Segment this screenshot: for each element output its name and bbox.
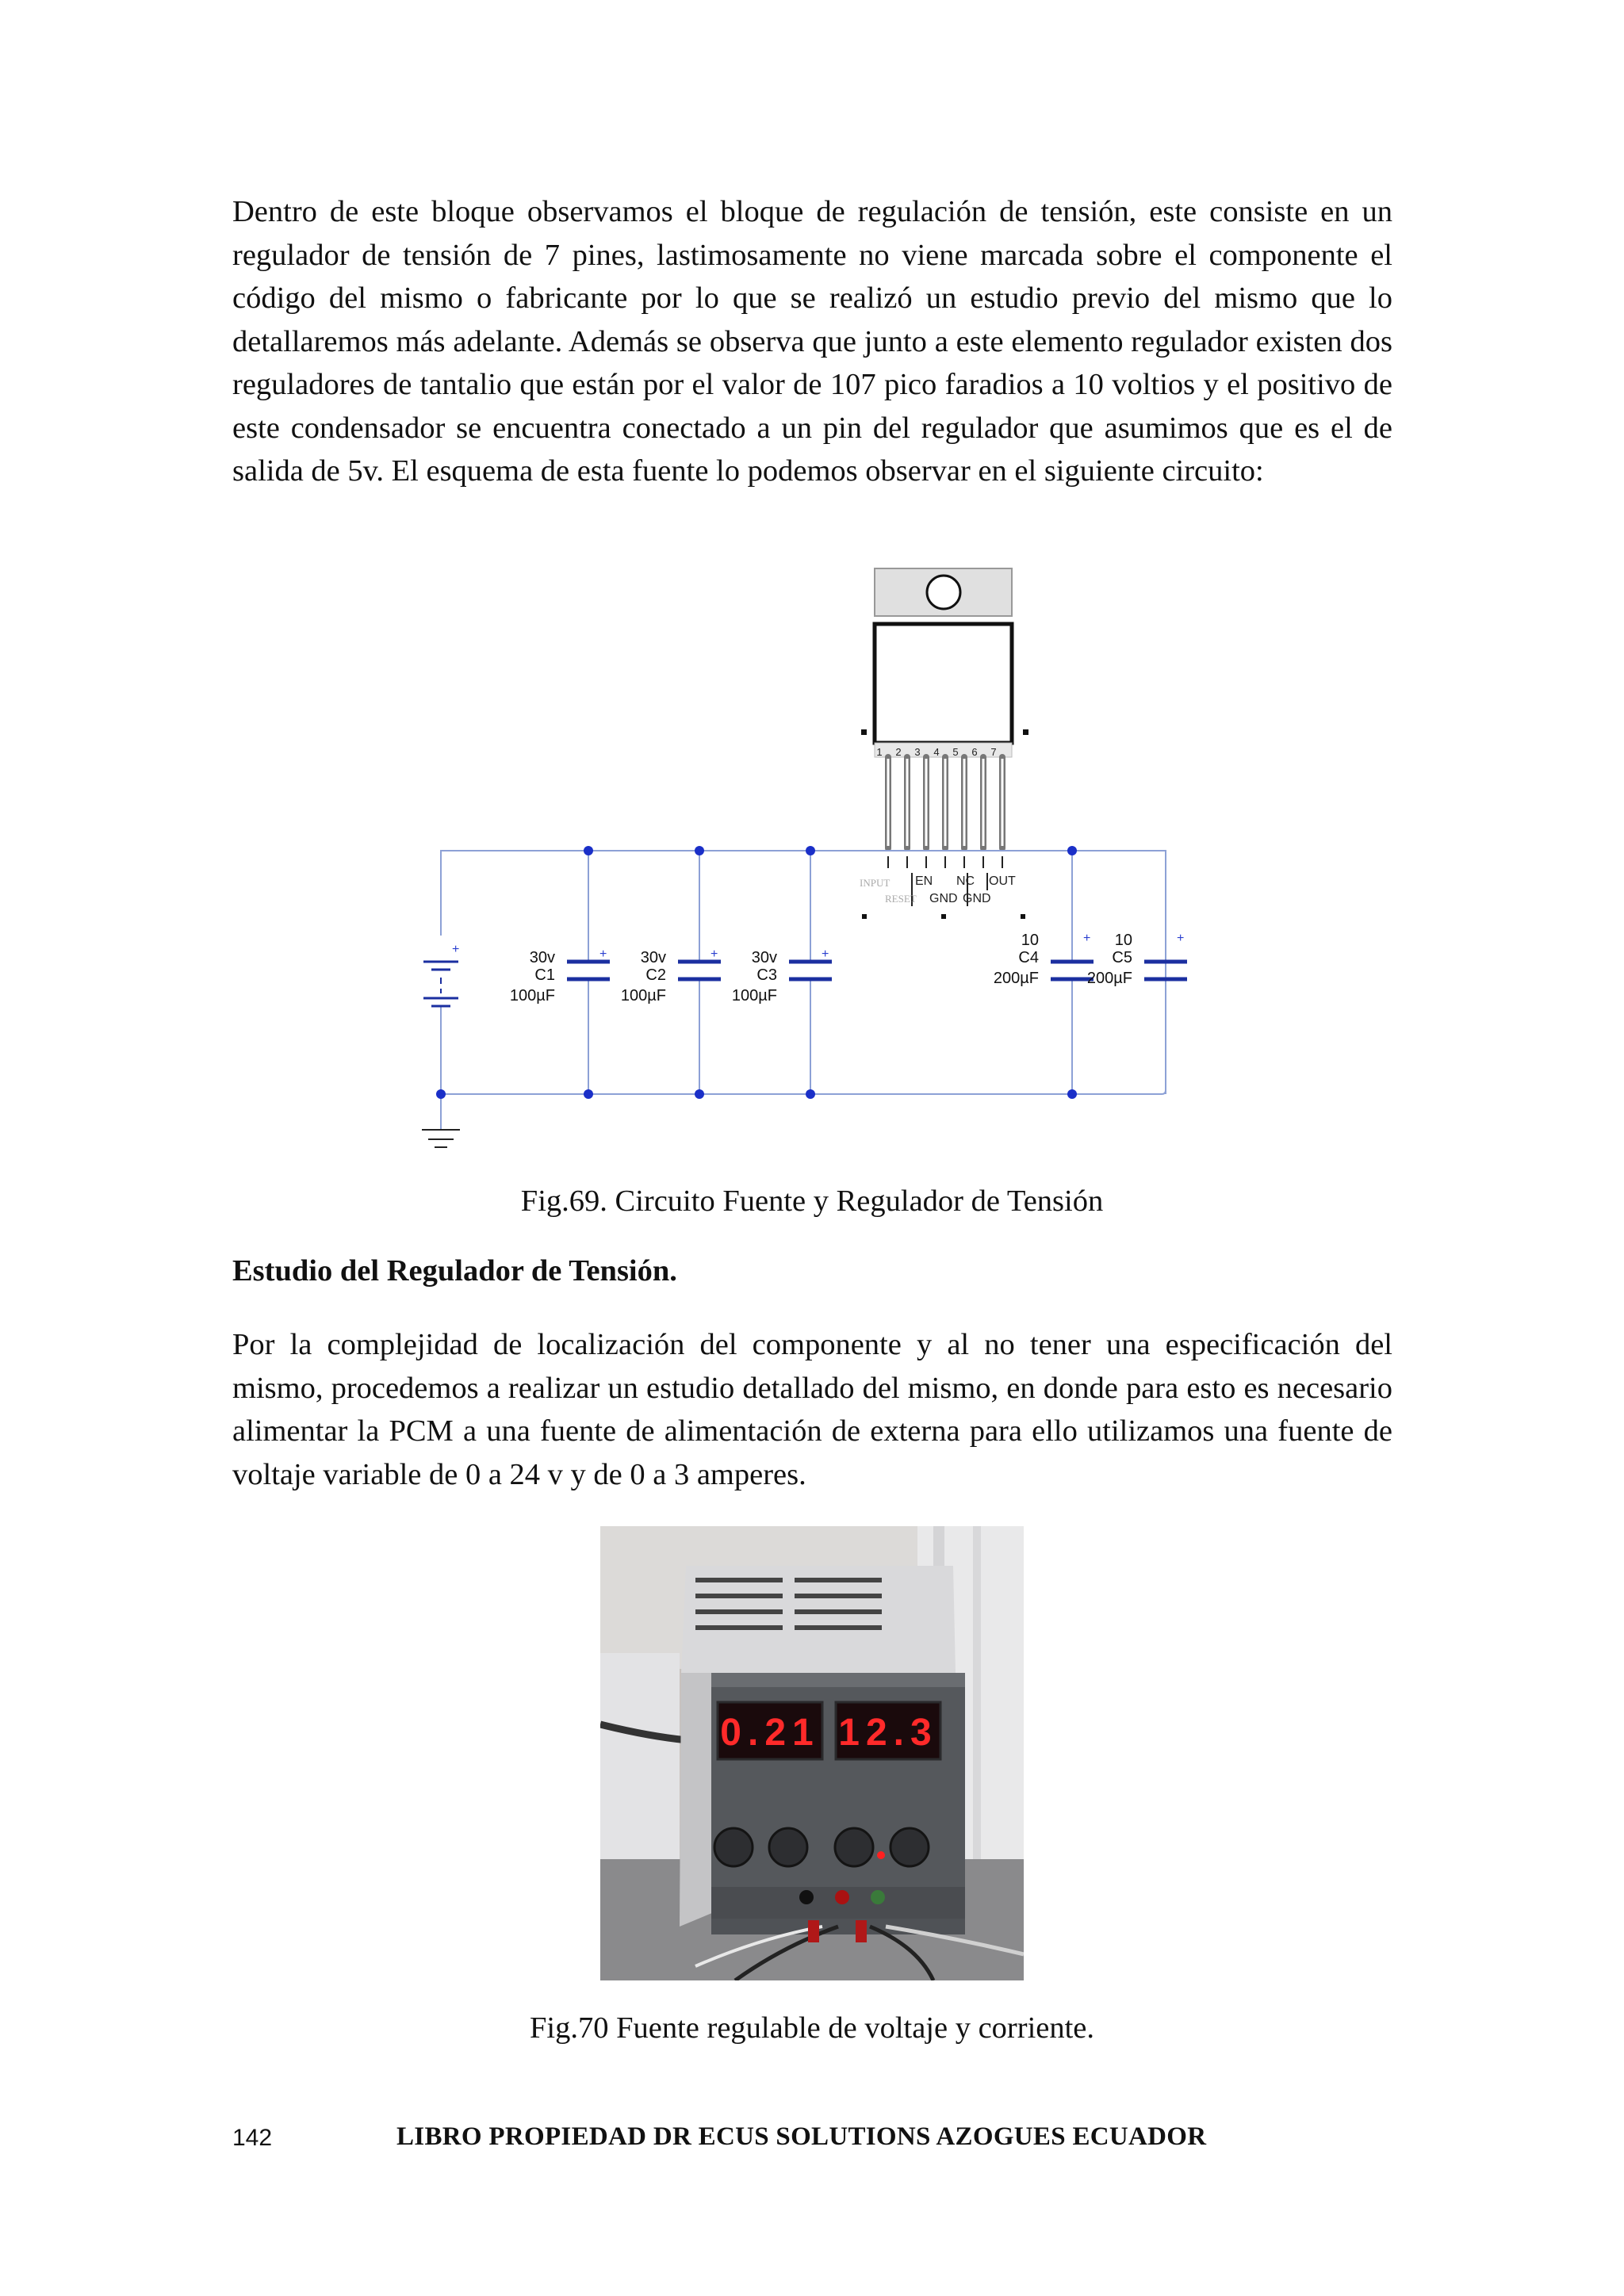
pin-number: 6 — [971, 746, 978, 758]
capacitor-c1 — [567, 962, 610, 979]
pin-marker-dot — [941, 914, 946, 919]
plus-sign: + — [710, 947, 718, 961]
c2-value: 100µF — [620, 987, 666, 1004]
indicator-light-icon — [877, 1851, 885, 1859]
plus-sign: + — [599, 947, 607, 961]
capacitor-c3 — [789, 962, 832, 979]
plus-sign: + — [1177, 932, 1185, 945]
c2-voltage: 30v — [640, 949, 666, 966]
c3-value: 100µF — [731, 987, 777, 1004]
figure-69-caption: Fig.69. Circuito Fuente y Regulador de Tensión — [520, 1184, 1104, 1218]
plus-sign: + — [452, 943, 460, 956]
c4-value: 200µF — [993, 970, 1039, 987]
pin-label-input: INPUT — [860, 877, 891, 889]
c5-name: C5 — [1112, 949, 1132, 966]
pin-number: 7 — [990, 746, 997, 758]
pin-marker-dot — [862, 914, 867, 919]
pin-label-en: EN — [915, 874, 933, 888]
terminal-icon — [799, 1890, 814, 1904]
c1-voltage: 30v — [529, 949, 555, 966]
package-corner-dot — [1023, 729, 1028, 735]
battery-icon — [423, 962, 458, 1006]
terminal-icon — [835, 1890, 849, 1904]
package-corner-dot — [861, 729, 867, 735]
regulator-package — [861, 568, 1028, 757]
plus-sign: + — [1083, 932, 1091, 945]
c5-value: 200µF — [1086, 970, 1132, 987]
pin-label-out: OUT — [989, 874, 1016, 888]
figure-70-caption: Fig.70 Fuente regulable de voltaje y corriente. — [529, 2011, 1095, 2045]
pin-number: 1 — [876, 746, 883, 758]
pin-number: 2 — [895, 746, 902, 758]
c5-voltage: 10 — [1114, 932, 1132, 949]
paragraph-study: Por la complejidad de localización del componente y al no tener una especificación del mismo, procedemos a realizar un estudio detallado del mismo, en donde para esto es necesario alimentar la PCM a una fuente de alimentación de externa para ello utilizamos una fuente de voltaje variable de 0 a 24 v y de 0 a 3 amperes. — [232, 1328, 1392, 1491]
page-number: 142 — [232, 2125, 273, 2151]
c2-name: C2 — [645, 966, 666, 984]
pin-marker-dot — [1021, 914, 1025, 919]
plus-sign: + — [822, 947, 829, 961]
c4-name: C4 — [1018, 949, 1039, 966]
c3-voltage: 30v — [751, 949, 777, 966]
pin-number: 4 — [933, 746, 940, 758]
terminal-icon — [871, 1890, 885, 1904]
c1-name: C1 — [534, 966, 555, 984]
pin-label-reset: RESET — [885, 893, 917, 905]
paragraph-intro: Dentro de este bloque observamos el bloque de regulación de tensión, este consiste en un regulador de tensión de 7 pines, lastimosamente no viene marcada sobre el componente el código del mismo o fabricante por lo que se realizó un estudio previo del mismo que lo detallaremos más adelante. Además se observa que junto a este elemento regulador existen dos reguladores de tantalio que están por el valor de 107 pico faradios a 10 voltios y el positivo de este condensador se encuentra conectado a un pin del regulador que asumimos que es el de salida de 5v. El esquema de esta fuente lo podemos observar en el siguiente circuito: — [232, 195, 1392, 488]
pin-number: 3 — [914, 746, 921, 758]
power-supply-photo — [600, 1526, 1024, 1980]
pin-label-nc: NC — [956, 874, 975, 888]
pin-label-gnd: GND — [929, 892, 958, 905]
circuit-diagram — [412, 559, 1213, 1150]
capacitor-c2 — [678, 962, 721, 979]
pin-label-gnd: GND — [963, 892, 991, 905]
c3-name: C3 — [756, 966, 777, 984]
current-display: 0.21 — [720, 1712, 820, 1754]
c1-value: 100µF — [509, 987, 555, 1004]
c4-voltage: 10 — [1021, 932, 1039, 949]
footer-text: LIBRO PROPIEDAD DR ECUS SOLUTIONS AZOGUES ECUADOR — [396, 2122, 1207, 2151]
pin-number: 5 — [952, 746, 959, 758]
ground-icon — [422, 1130, 460, 1147]
mounting-hole-icon — [927, 576, 960, 609]
voltage-display: 12.3 — [838, 1712, 938, 1754]
section-heading: Estudio del Regulador de Tensión. — [232, 1254, 677, 1288]
